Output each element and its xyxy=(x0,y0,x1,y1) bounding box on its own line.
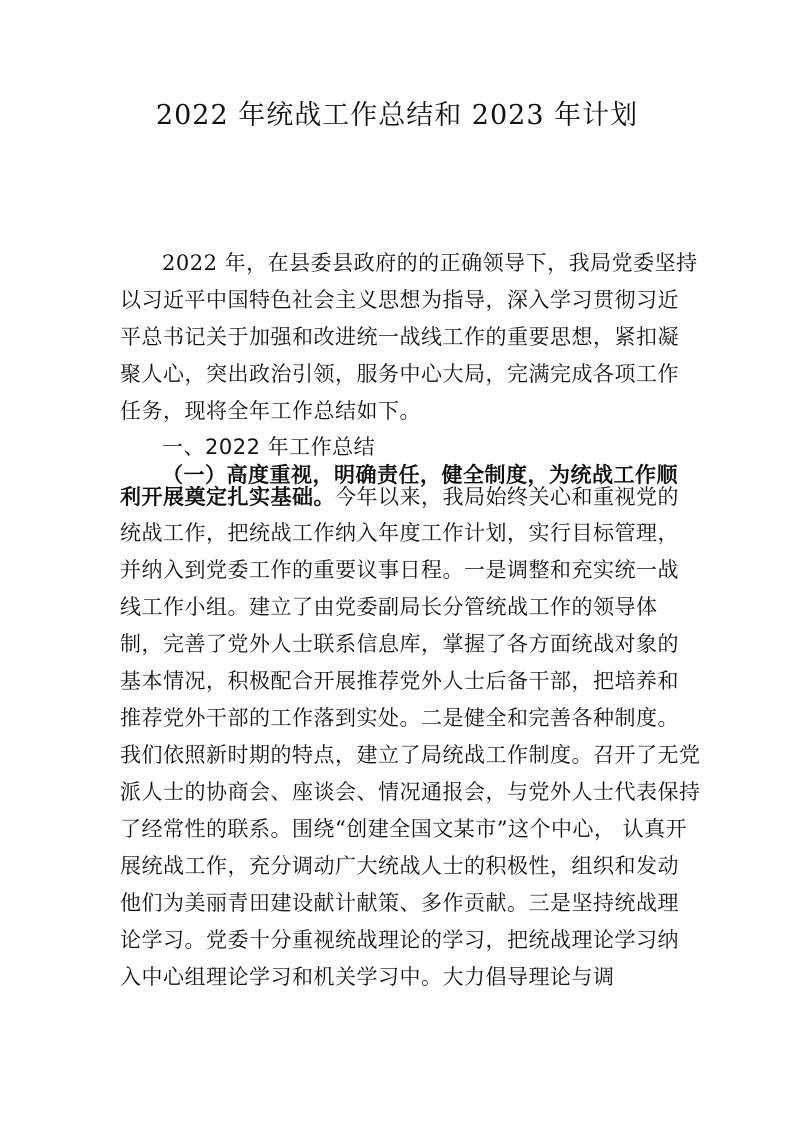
body-line: 并纳入到党委工作的重要议事日程。一是调整和充实统一战 xyxy=(120,558,679,582)
body-line: 展统战工作，充分调动广大统战人士的积极性，组织和发动 xyxy=(120,854,679,878)
intro-line: 平总书记关于加强和改进统一战线工作的重要思想，紧扣凝 xyxy=(120,325,679,349)
document-title: 2022 年统战工作总结和 2023 年计划 xyxy=(155,100,639,131)
section-heading: 一、2022 年工作总结 xyxy=(162,435,376,459)
body-line: 线工作小组。建立了由党委副局长分管统战工作的领导体 xyxy=(120,595,658,619)
body-line: 论学习。党委十分重视统战理论的学习，把统战理论学习纳 xyxy=(120,928,679,952)
body-line: 派人士的协商会、座谈会、情况通报会，与党外人士代表保持 xyxy=(120,780,701,804)
body-line: 基本情况，积极配合开展推荐党外人士后备干部，把培养和 xyxy=(120,669,679,693)
body-line: 入中心组理论学习和机关学习中。大力倡导理论与调 xyxy=(120,965,615,989)
intro-line: 任务，现将全年工作总结如下。 xyxy=(120,399,421,423)
paragraph-start: 今年以来，我局始终关心和重视党的 xyxy=(335,485,679,509)
intro-line: 2022 年，在县委县政府的的正确领导下，我局党委坚持 xyxy=(162,251,698,275)
body-line: 制，完善了党外人士联系信息库，掌握了各方面统战对象的 xyxy=(120,632,679,656)
body-line: 了经常性的联系。围绕“创建全国文某市”这个中心， 认真开 xyxy=(120,817,688,841)
subheading: （一）高度重视，明确责任，健全制度，为统战工作顺 xyxy=(162,463,678,487)
subheading-bold-end: 利开展奠定扎实基础。 xyxy=(120,485,335,509)
body-line: 我们依照新时期的特点，建立了局统战工作制度。召开了无党 xyxy=(120,743,701,767)
subheading-continuation xyxy=(120,482,679,512)
body-line: 统战工作，把统战工作纳入年度工作计划，实行目标管理， xyxy=(120,521,679,545)
body-line: 推荐党外干部的工作落到实处。二是健全和完善各种制度。 xyxy=(120,706,679,730)
body-line: 他们为美丽青田建设献计献策、多作贡献。三是坚持统战理 xyxy=(120,891,679,915)
intro-line: 以习近平中国特色社会主义思想为指导，深入学习贯彻习近 xyxy=(120,288,679,312)
intro-line: 聚人心，突出政治引领，服务中心大局，完满完成各项工作 xyxy=(120,362,679,386)
